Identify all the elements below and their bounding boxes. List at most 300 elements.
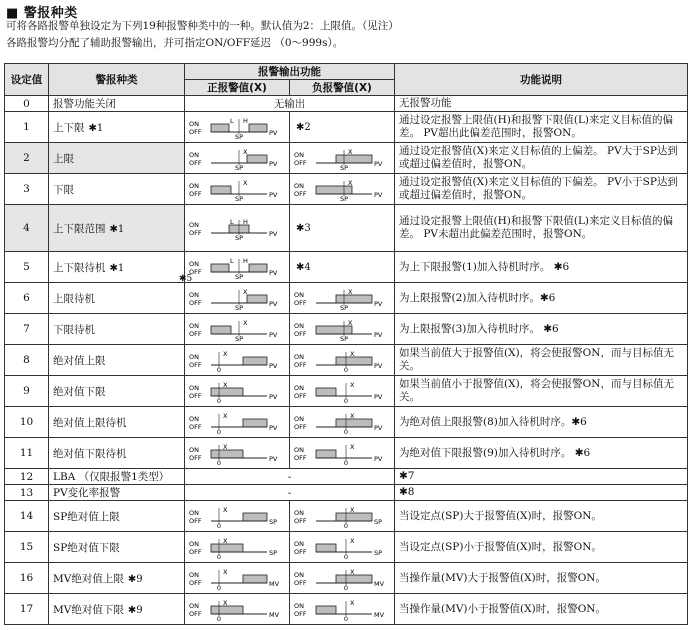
description-cell: 通过设定报警上限值(H)和报警下限值(L)来定义目标值的偏差。 PV超出此偏差范围时，报警ON。 [395,112,688,143]
alarm-output-diagram [187,534,287,560]
label-off: OFF [294,299,307,307]
label-off: OFF [294,190,307,198]
description-cell: 如果当前值大于报警值(X)，将会使报警ON，而与目标值无关。 [395,345,688,376]
axis-label: MV [374,611,385,619]
positive-diagram-cell [185,143,290,174]
reference-label: 0 [343,615,349,622]
table-row [5,143,688,174]
label-on: ON [189,509,199,517]
axis-label: PV [269,455,278,463]
axis-label: PV [269,331,278,339]
diagram-pos-9 [187,378,287,404]
label-off: OFF [189,517,202,525]
deviation-label: X [223,506,228,514]
diagram-neg-11 [292,440,392,466]
axis-label: SP [374,518,383,526]
positive-diagram-cell [185,112,290,143]
reference-label: SP [234,335,244,342]
description-cell: 为绝对值下限报警(9)加入待机时序。 ✱6 [395,438,688,469]
footnote-mark: ✱9 [127,604,143,616]
label-off: OFF [189,361,202,369]
diagram-pos-5 [187,254,287,280]
alarm-type-name: 下限待机 [53,323,95,336]
deviation-label: X [350,568,355,576]
alarm-output-diagram [292,440,392,466]
note-star5: ✱5 [179,274,193,284]
label-off: OFF [294,610,307,618]
reference-label: 0 [216,615,222,622]
deviation-label: X [223,350,228,358]
alarm-output-diagram [187,347,287,373]
label-on: ON [189,120,199,128]
negative-diagram-cell [290,143,395,174]
alarm-type-name: SP绝对值下限 [53,541,120,554]
positive-diagram-cell [185,205,290,252]
alarm-type-cell [49,532,185,563]
alarm-output-diagram [292,409,392,435]
label-on: ON [294,322,304,330]
label-off: OFF [189,579,202,587]
description-cell: 当操作量(MV)大于报警值(X)时，报警ON。 [395,563,688,594]
reference-label: 0 [216,584,222,591]
deviation-label: L [230,218,234,226]
table-row [5,376,688,407]
footnote-mark: ✱4 [296,262,311,273]
footnote-mark: ✱9 [127,573,143,585]
set-value-cell: 7 [5,314,49,345]
alarm-type-name: 绝对值上限 [53,354,106,367]
diagram-pos-11 [187,440,287,466]
diagram-pos-14 [187,503,287,529]
table-row [5,438,688,469]
set-value-cell: 5 [5,252,49,283]
set-value-cell: 3 [5,174,49,205]
positive-diagram-cell [185,283,290,314]
alarm-output-diagram [292,316,392,342]
deviation-label: X [243,148,248,156]
negative-diagram-cell [290,532,395,563]
set-value-cell: 14 [5,501,49,532]
alarm-type-name: LBA （仅限报警1类型） [53,471,170,483]
set-value-cell: 13 [5,485,49,501]
diagram-pos-3 [187,176,287,202]
col-header-positive: 正报警值(X) [185,80,290,96]
set-value-cell: 0 [5,96,49,112]
deviation-label: X [223,443,228,451]
axis-label: PV [269,362,278,370]
alarm-type-cell [49,563,185,594]
label-on: ON [294,540,304,548]
diagram-pos-15 [187,534,287,560]
axis-label: PV [269,160,278,168]
label-on: ON [294,571,304,579]
label-on: ON [294,384,304,392]
deviation-label: X [348,319,353,327]
label-on: ON [294,291,304,299]
set-value-cell: 8 [5,345,49,376]
label-off: OFF [294,159,307,167]
label-on: ON [189,415,199,423]
alarm-type-cell [49,252,185,283]
alarm-type-name: 绝对值上限待机 [53,416,127,429]
alarm-output-diagram [187,215,287,241]
alarm-type-cell [49,438,185,469]
description-cell: 无报警功能 [395,96,688,112]
alarm-output-diagram [292,503,392,529]
axis-label: PV [374,362,383,370]
alarm-output-diagram [292,347,392,373]
axis-label: PV [374,393,383,401]
deviation-label: X [350,443,355,451]
label-on: ON [294,509,304,517]
set-value-cell: 9 [5,376,49,407]
set-value-cell: 15 [5,532,49,563]
table-row [5,314,688,345]
diagram-neg-10 [292,409,392,435]
axis-label: MV [269,580,280,588]
set-value-cell: 2 [5,143,49,174]
alarm-output-diagram [187,440,287,466]
reference-label: 0 [216,428,222,435]
footnote-mark: ✱1 [109,262,125,274]
description-cell: 如果当前值小于报警值(X)，将会使报警ON，而与目标值无关。 [395,376,688,407]
deviation-label: X [350,350,355,358]
description-cell: ✱8 [395,485,688,501]
set-value-cell: 10 [5,407,49,438]
label-on: ON [294,446,304,454]
positive-diagram-cell [185,376,290,407]
alarm-output-diagram [292,285,392,311]
alarm-output-diagram [187,596,287,622]
alarm-type-cell [49,594,185,625]
negative-diagram-cell [290,174,395,205]
alarm-output-diagram [187,409,287,435]
col-header-set-value: 设定值 [5,64,49,96]
negative-diagram-cell [290,283,395,314]
diagram-pos-10 [187,409,287,435]
label-on: ON [189,260,199,268]
alarm-output-diagram [187,176,287,202]
diagram-neg-6 [292,285,392,311]
label-off: OFF [294,330,307,338]
axis-label: PV [269,269,278,277]
reference-label: 0 [343,522,349,529]
label-on: ON [189,602,199,610]
set-value-cell: 16 [5,563,49,594]
alarm-output-diagram [292,176,392,202]
deviation-label: X [223,568,228,576]
alarm-type-cell [49,501,185,532]
deviation-label: H [243,218,248,226]
label-on: ON [189,540,199,548]
reference-label: SP [234,195,244,202]
label-on: ON [189,182,199,190]
axis-label: PV [269,191,278,199]
diagram-neg-15 [292,534,392,560]
deviation-label: X [350,412,355,420]
label-on: ON [189,151,199,159]
alarm-output-diagram [292,145,392,171]
axis-label: SP [269,549,278,557]
output-cell: - [185,485,395,501]
table-row [5,112,688,143]
diagram-pos-8 [187,347,287,373]
table-row [5,407,688,438]
alarm-type-name: 上下限待机 [53,261,106,274]
label-off: OFF [294,423,307,431]
description-cell: 为上限报警(3)加入待机时序。 ✱6 [395,314,688,345]
col-header-description: 功能说明 [395,64,688,96]
deviation-label: X [350,506,355,514]
alarm-type-cell [49,314,185,345]
footnote-mark: ✱1 [109,223,125,235]
description-cell: 通过设定报警上限值(H)和报警下限值(L)来定义目标值的偏差。 PV未超出此偏差范围时，报警ON。 [395,205,688,252]
axis-label: PV [374,455,383,463]
col-header-output-function: 报警输出功能 [185,64,395,80]
label-off: OFF [294,548,307,556]
set-value-cell: 12 [5,469,49,485]
alarm-output-diagram [187,145,287,171]
alarm-output-diagram [292,534,392,560]
label-off: OFF [189,159,202,167]
description-cell: 为上限报警(2)加入待机时序。✱6 [395,283,688,314]
label-on: ON [294,602,304,610]
table-row [5,345,688,376]
table-row [5,485,688,501]
axis-label: MV [374,580,385,588]
reference-label: SP [234,164,244,171]
label-off: OFF [189,229,202,237]
alarm-type-name: 上限 [53,152,74,165]
alarm-type-name: PV变化率报警 [53,487,121,499]
deviation-label: X [350,599,355,607]
description-cell: 当操作量(MV)小于报警值(X)时，报警ON。 [395,594,688,625]
negative-diagram-cell [290,501,395,532]
positive-diagram-cell [185,594,290,625]
deviation-label: L [230,117,234,125]
alarm-type-cell [49,485,185,501]
diagram-neg-2 [292,145,392,171]
description-cell: 当设定点(SP)小于报警值(X)时，报警ON。 [395,532,688,563]
deviation-label: L [230,257,234,265]
alarm-type-cell [49,112,185,143]
label-off: OFF [189,423,202,431]
negative-note-cell [290,252,395,283]
label-on: ON [294,353,304,361]
deviation-label: X [223,381,228,389]
reference-label: 0 [343,366,349,373]
axis-label: PV [269,230,278,238]
footnote-mark: ✱1 [88,122,104,134]
set-value-cell: 11 [5,438,49,469]
alarm-output-diagram [187,378,287,404]
deviation-label: X [223,599,228,607]
alarm-type-name: 下限 [53,183,74,196]
intro-line-2: 各路报警均分配了辅助报警输出，并可指定ON/OFF延迟 （0～999s）。 [6,37,344,49]
output-cell: - [185,469,395,485]
alarm-output-diagram [187,503,287,529]
reference-label: SP [339,164,349,171]
description-cell: 为绝对值上限报警(8)加入待机时序。✱6 [395,407,688,438]
diagram-neg-16 [292,565,392,591]
negative-note-cell [290,205,395,252]
diagram-pos-6 [187,285,287,311]
label-off: OFF [189,610,202,618]
positive-diagram-cell [185,407,290,438]
positive-diagram-cell [185,252,290,283]
description-cell: 当设定点(SP)大于报警值(X)时，报警ON。 [395,501,688,532]
positive-diagram-cell [185,174,290,205]
axis-label: PV [269,129,278,137]
deviation-label: X [223,412,228,420]
alarm-output-diagram [187,285,287,311]
diagram-neg-7 [292,316,392,342]
label-off: OFF [294,392,307,400]
alarm-output-diagram [187,316,287,342]
reference-label: SP [234,234,244,241]
axis-label: PV [374,300,383,308]
label-off: OFF [294,454,307,462]
label-on: ON [294,415,304,423]
col-header-alarm-type: 警报种类 [49,64,185,96]
diagram-neg-3 [292,176,392,202]
label-off: OFF [294,579,307,587]
positive-diagram-cell [185,532,290,563]
negative-diagram-cell [290,376,395,407]
reference-label: SP [339,195,349,202]
alarm-type-name: MV绝对值下限 [53,603,124,616]
alarm-output-diagram [292,596,392,622]
alarm-output-diagram [187,254,287,280]
label-on: ON [189,221,199,229]
diagram-pos-17 [187,596,287,622]
positive-diagram-cell [185,314,290,345]
label-on: ON [189,291,199,299]
reference-label: 0 [343,459,349,466]
alarm-type-name: 绝对值下限 [53,385,106,398]
deviation-label: X [350,537,355,545]
axis-label: PV [374,160,383,168]
alarm-type-name: SP绝对值上限 [53,510,120,523]
label-off: OFF [189,299,202,307]
footnote-mark: ✱3 [296,223,311,234]
axis-label: PV [374,191,383,199]
label-on: ON [189,322,199,330]
negative-diagram-cell [290,438,395,469]
section-title: ■ 警报种类 [6,6,78,21]
axis-label: PV [374,424,383,432]
positive-diagram-cell [185,345,290,376]
positive-diagram-cell [185,563,290,594]
reference-label: 0 [216,397,222,404]
reference-label: 0 [343,553,349,560]
intro-line-1: 可将各路报警单独设定为下列19种报警种类中的一种。默认值为2：上限值。（见注） [6,20,399,32]
deviation-label: X [223,537,228,545]
deviation-label: H [243,117,248,125]
diagram-neg-17 [292,596,392,622]
reference-label: 0 [216,553,222,560]
alarm-type-name: 报警功能关闭 [53,98,116,110]
alarm-type-cell [49,376,185,407]
description-cell: 通过设定报警值(X)来定义目标值的上偏差。 PV大于SP达到或超过偏差值时，报警ON。 [395,143,688,174]
negative-diagram-cell [290,594,395,625]
diagram-pos-7 [187,316,287,342]
alarm-type-cell [49,96,185,112]
reference-label: SP [339,304,349,311]
set-value-cell: 17 [5,594,49,625]
reference-label: 0 [343,428,349,435]
label-on: ON [294,151,304,159]
alarm-output-diagram [292,565,392,591]
set-value-cell: 4 [5,205,49,252]
label-off: OFF [189,548,202,556]
negative-note-cell [290,112,395,143]
positive-diagram-cell [185,501,290,532]
diagram-pos-2 [187,145,287,171]
alarm-type-cell [49,345,185,376]
diagram-neg-8 [292,347,392,373]
alarm-type-name: 上限待机 [53,292,95,305]
alarm-type-cell [49,174,185,205]
table-row [5,563,688,594]
reference-label: SP [234,304,244,311]
deviation-label: X [243,319,248,327]
axis-label: PV [269,424,278,432]
deviation-label: X [243,288,248,296]
axis-label: PV [374,331,383,339]
alarm-type-cell [49,469,185,485]
output-cell: 无输出 [185,96,395,112]
diagram-pos-1 [187,114,287,140]
table-row [5,96,688,112]
deviation-label: X [350,381,355,389]
alarm-output-diagram [187,114,287,140]
description-cell: 为上下限报警(1)加入待机时序。 ✱6 [395,252,688,283]
footnote-mark: ✱2 [296,122,311,133]
deviation-label: X [348,148,353,156]
diagram-neg-14 [292,503,392,529]
table-row [5,283,688,314]
axis-label: PV [269,300,278,308]
deviation-label: H [243,257,248,265]
alarm-type-cell [49,143,185,174]
label-on: ON [189,571,199,579]
diagram-pos-4 [187,215,287,241]
alarm-type-name: 上下限范围 [53,222,106,235]
table-row [5,532,688,563]
axis-label: MV [269,611,280,619]
label-on: ON [189,384,199,392]
reference-label: SP [234,273,244,280]
deviation-label: X [243,179,248,187]
label-off: OFF [189,128,202,136]
label-off: OFF [294,517,307,525]
reference-label: 0 [216,522,222,529]
alarm-type-cell [49,205,185,252]
positive-diagram-cell [185,438,290,469]
reference-label: 0 [343,397,349,404]
alarm-type-name: 上下限 [53,121,85,134]
table-row [5,174,688,205]
reference-label: 0 [343,584,349,591]
reference-label: 0 [216,366,222,373]
reference-label: 0 [216,459,222,466]
deviation-label: X [348,288,353,296]
reference-label: SP [339,335,349,342]
negative-diagram-cell [290,563,395,594]
alarm-type-cell [49,283,185,314]
label-off: OFF [189,454,202,462]
